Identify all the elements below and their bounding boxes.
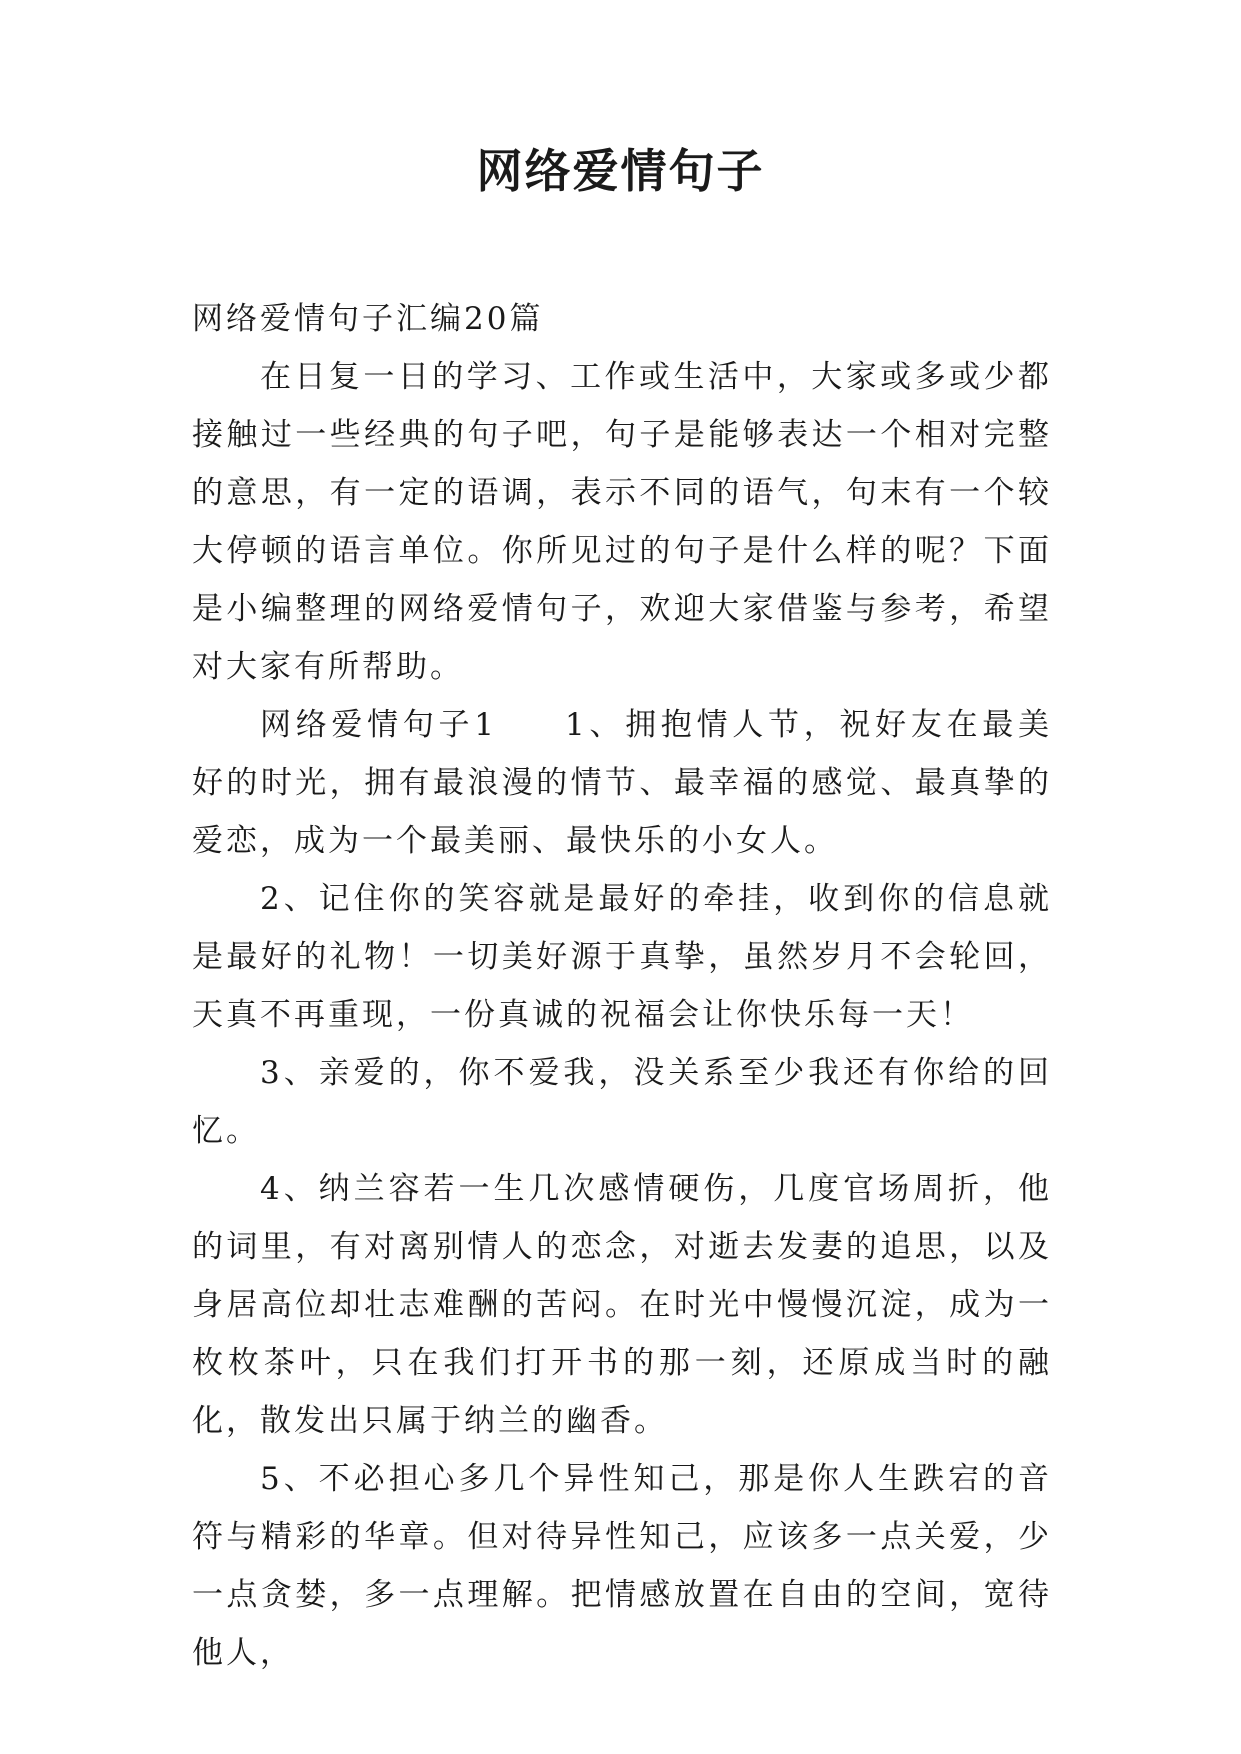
- section-heading-gap: [497, 707, 565, 743]
- list-item: 3、亲爱的，你不爱我，没关系至少我还有你给的回忆。: [192, 1055, 1052, 1149]
- list-item: 4、纳兰容若一生几次感情硬伤，几度官场周折，他的词里，有对离别情人的恋念，对逝去发妻的追思，以及身居高位却壮志难酬的苦闷。在时光中慢慢沉淀，成为一枚枚茶叶，只在我们打开书的那一刻，还原成当时的融化，散发出只属于纳兰的幽香。: [192, 1171, 1052, 1439]
- document-body: [192, 290, 1052, 1682]
- list-item: 5、不必担心多几个异性知己，那是你人生跌宕的音符与精彩的华章。但对待异性知己，应该多一点关爱，少一点贪婪，多一点理解。把情感放置在自由的空间，宽待他人，: [192, 1461, 1052, 1671]
- section-heading: 网络爱情句子1: [260, 707, 497, 743]
- list-item: 1、拥抱情人节，祝好友在最美好的时光，拥有最浪漫的情节、最幸福的感觉、最真挚的爱恋，成为一个最美丽、最快乐的小女人。: [192, 707, 1052, 859]
- section-1-paragraph: [192, 696, 1052, 870]
- list-item: 2、记住你的笑容就是最好的牵挂，收到你的信息就是最好的礼物！一切美好源于真挚，虽然岁月不会轮回，天真不再重现，一份真诚的祝福会让你快乐每一天！: [192, 881, 1052, 1033]
- page-title: 网络爱情句子: [476, 144, 765, 198]
- document-subtitle: 网络爱情句子汇编20篇: [192, 301, 544, 337]
- intro-paragraph: 在日复一日的学习、工作或生活中，大家或多或少都接触过一些经典的句子吧，句子是能够表达一个相对完整的意思，有一定的语调，表示不同的语气，句末有一个较大停顿的语言单位。你所见过的句子是什么样的呢？下面是小编整理的网络爱情句子，欢迎大家借鉴与参考，希望对大家有所帮助。: [192, 359, 1052, 685]
